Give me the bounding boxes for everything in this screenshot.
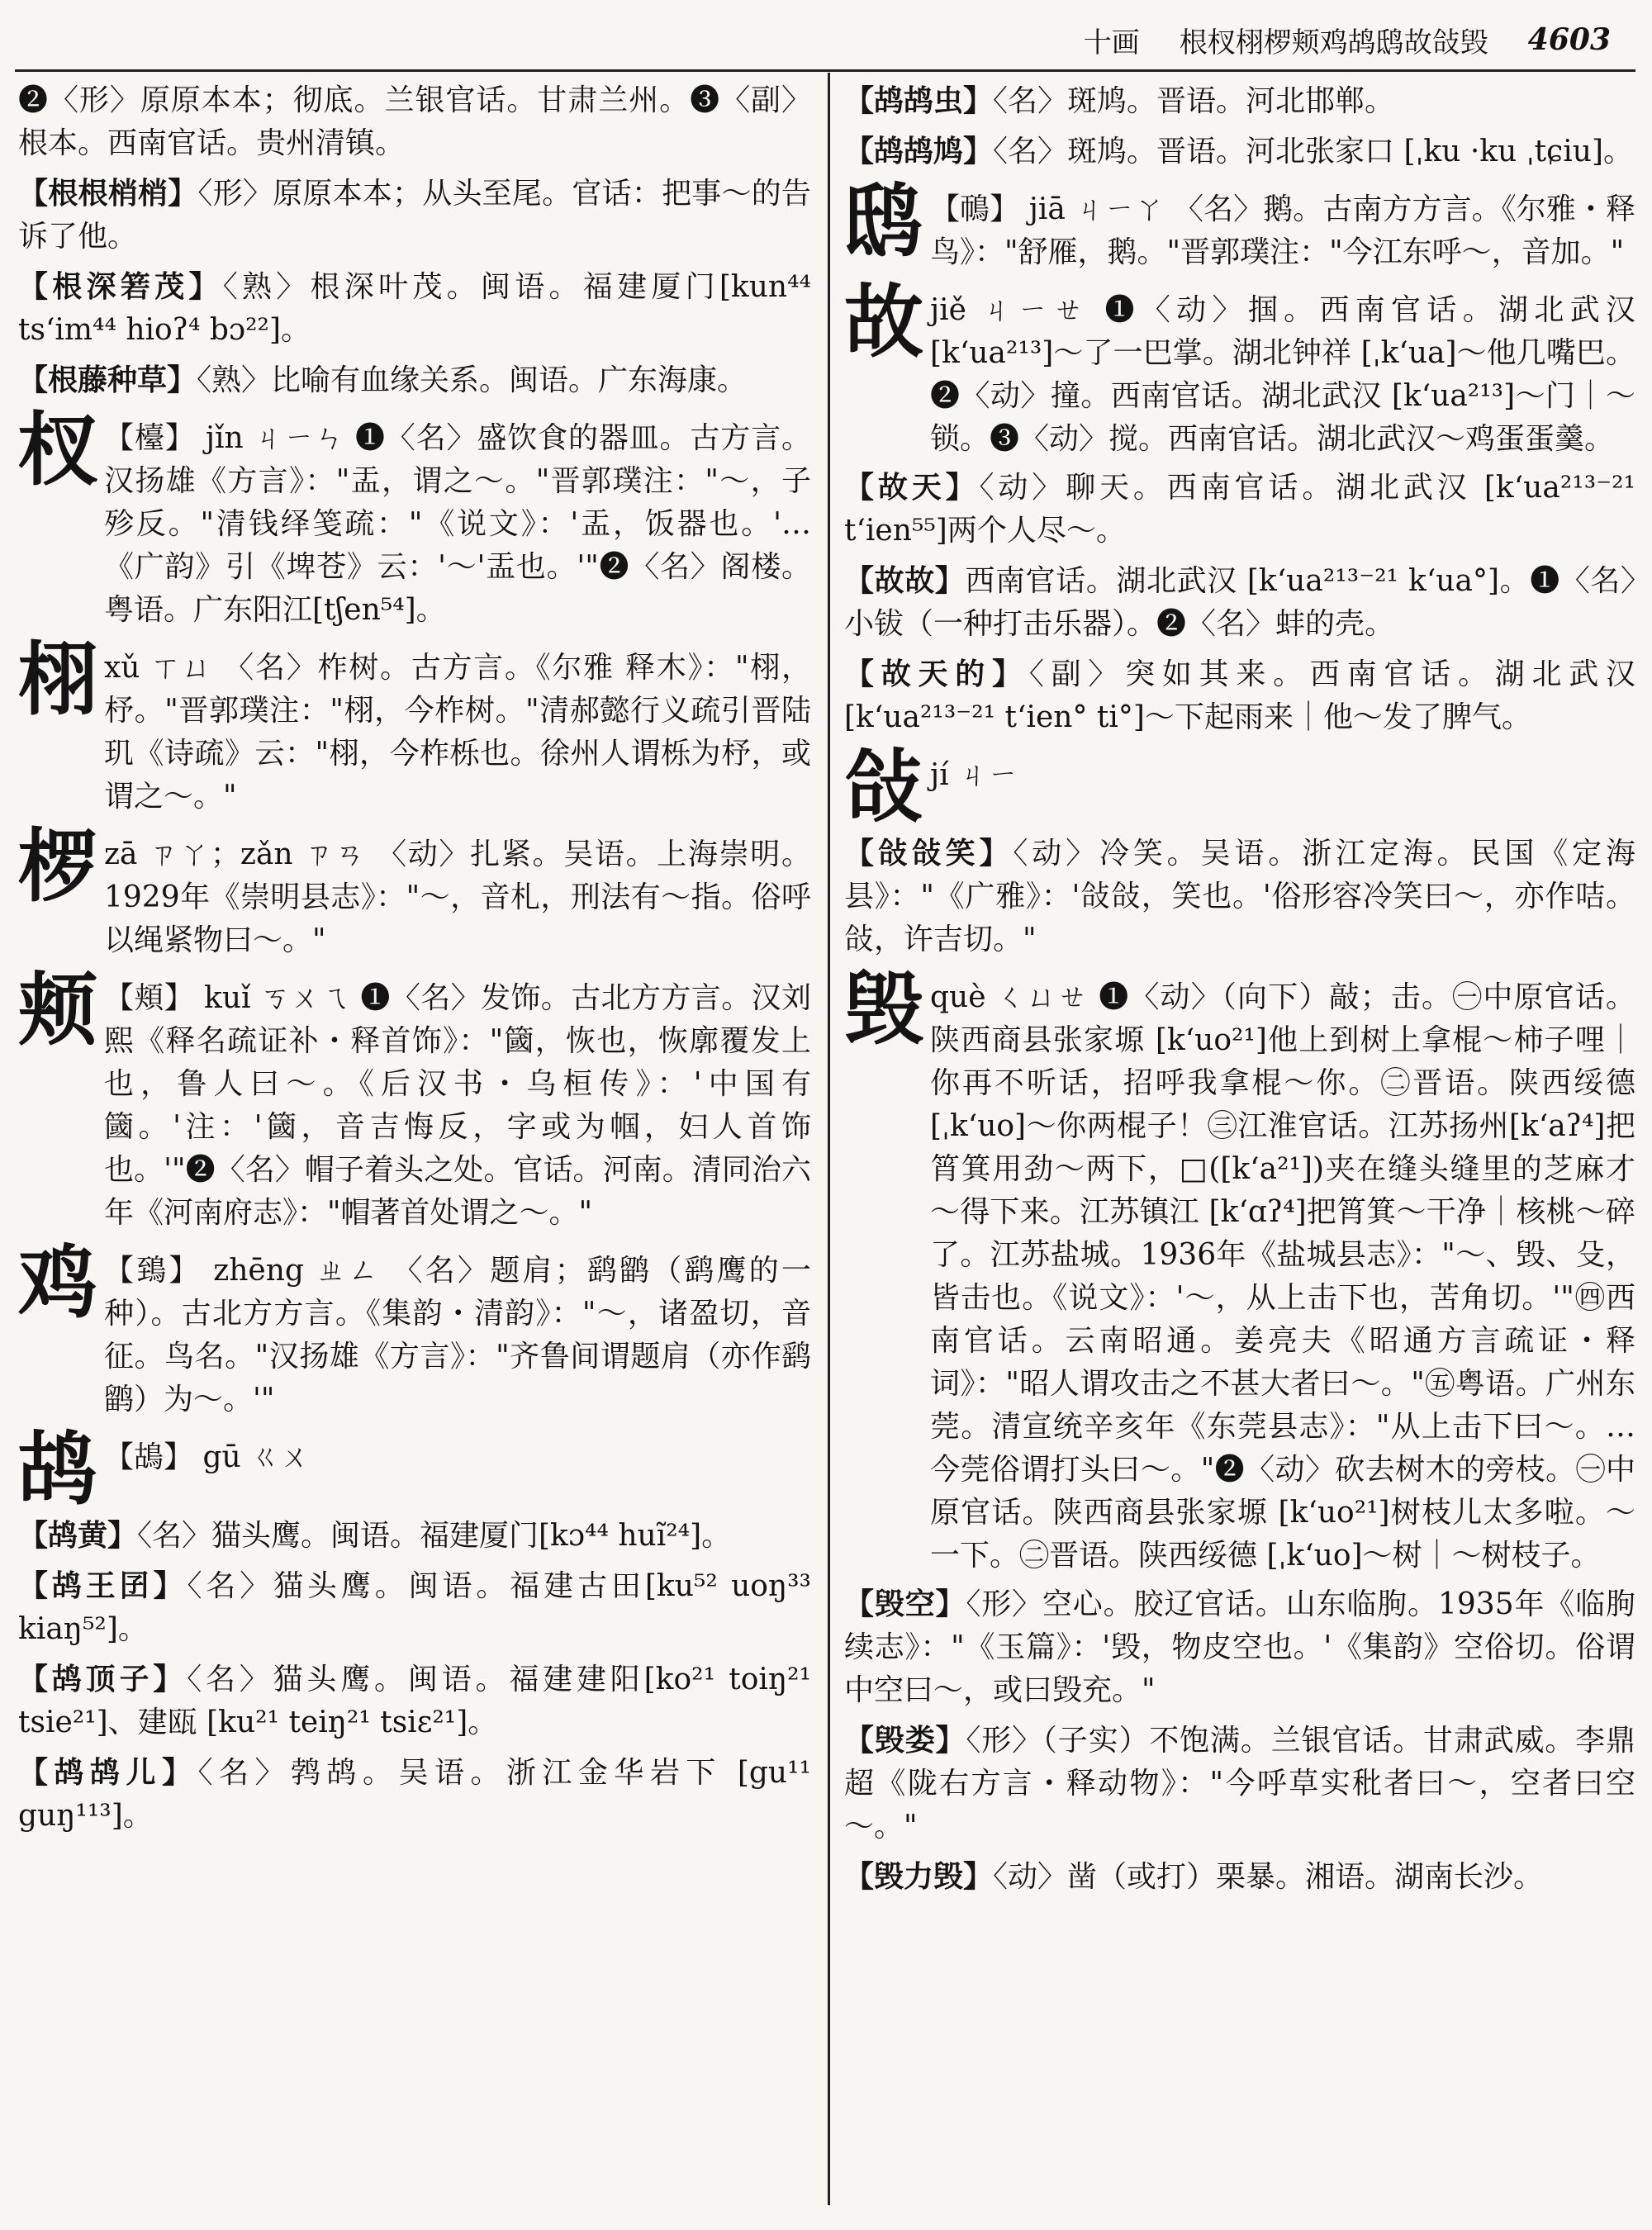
headword-char: 鸡	[18, 1236, 97, 1329]
entry-quelou: 【毁娄】〈形〉（子实）不饱满。兰银官话。甘肃武威。李鼎超《陇右方言・释动物》："今呼草实秕者曰～，空者曰空～。"	[844, 1723, 1635, 1843]
headword-definition: jí ㄐㄧ	[930, 758, 1018, 792]
headword-definition: 【鴣】 gū ㄍㄨ	[104, 1440, 311, 1474]
entry-quelique: 【毁力毁】〈动〉凿（或打）栗暴。湘语。湖南长沙。	[844, 1859, 1544, 1894]
headword-char: 颊	[18, 963, 97, 1056]
headword-definition: 【鳾】 jiā ㄐㄧㄚ 〈名〉鹅。古南方方言。《尔雅・释鸟》："舒雁，鹅。"晋郭璞注："今江东呼～，音加。"	[930, 192, 1635, 269]
entry-genteng: 【根藤种草】〈熟〉比喻有血缘关系。闽语。广东海康。	[18, 363, 748, 397]
entry-quekong: 【毁空】〈形〉空心。胶辽官话。山东临朐。1935年《临朐续志》："《玉篇》：'毁，物皮空也。'《集韵》空俗切。俗谓中空曰～，或曰毁充。"	[844, 1587, 1635, 1707]
headword-char: 故	[844, 275, 923, 368]
headword-block	[844, 174, 1635, 274]
headword-block	[18, 633, 811, 818]
headword-block	[18, 963, 811, 1235]
headword-char: 毁	[844, 962, 923, 1056]
section-label: 十画	[1083, 26, 1140, 59]
headword-definition: què ㄑㄩㄝ ❶〈动〉（向下）敲；击。㊀中原官话。陕西商县张家塬 [k‘uo²¹]他上到树上拿棍～柿子哩｜你再不听话，招呼我拿棍～你。㊁晋语。陕西绥德 [ˌk‘uo]～你两棍子！㊂江淮官话。江苏扬州[k‘aʔ⁴]把筲箕用劲～两下，□([k‘a²¹])夹在缝头缝里的芝麻才～得下来。江苏镇江 [k‘ɑʔ⁴]把筲箕～干净｜核桃～碎了。江苏盐城。1936年《盐城县志》："～、毁、殳，皆击也。《说文》：'～，从上击下也，苦角切。'"㊃西南官话。云南昭通。姜亮夫《昭通方言疏证・释词》："昭人谓攻击之不甚大者曰～。"㊄粤语。广州东莞。清宣统辛亥年《东莞县志》："从上击下曰～。…今莞俗谓打头曰～。"❷〈动〉砍去树木的旁枝。㊀中原官话。陕西商县张家塬 [k‘uo²¹]树枝儿太多啦。～一下。㊁晋语。陕西绥德 [ˌk‘uo]～树｜～树枝子。	[930, 980, 1635, 1573]
entry-guwang: 【鸪王囝】〈名〉猫头鹰。闽语。福建古田[ku⁵² uoŋ³³ kiaŋ⁵²]。	[18, 1568, 811, 1646]
entry-kuakua: 【故故】西南官话。湖北武汉 [k‘ua²¹³⁻²¹ k‘ua°]。❶〈名〉小钹（一种打击乐器）。❷〈名〉蚌的壳。	[844, 563, 1635, 641]
entry-kuatian: 【故天】〈动〉聊天。西南官话。湖北武汉 [k‘ua²¹³⁻²¹ t‘ien⁵⁵]两个人尽～。	[844, 470, 1635, 548]
headword-char: 鸪	[18, 1422, 97, 1516]
entry-gugu-jiu: 【鸪鸪鸠】〈名〉斑鸠。晋语。河北张家口 [ˌku ·ku ˌtɕiu]。	[844, 134, 1634, 168]
headword-definition: jiě ㄐㄧㄝ ❶〈动〉掴。西南官话。湖北武汉[k‘ua²¹³]～了一巴掌。湖北钟祥 [ˌk‘ua]～他几嘴巴。❷〈动〉撞。西南官话。湖北武汉 [k‘ua²¹³]～门｜～锁。❸〈动〉搅。西南官话。湖北武汉～鸡蛋蛋羹。	[930, 293, 1635, 456]
headword-definition: 【鵄】 zhēng ㄓㄥ 〈名〉题肩；鹞鹠（鹞鹰的一种）。古北方方言。《集韵・清韵》："～，诸盈切，音征。鸟名。"汉扬雄《方言》："齐鲁间谓题肩（亦作鹞鹠）为～。'"	[104, 1254, 811, 1416]
headword-char: 椤	[18, 819, 97, 913]
headword-definition: xǔ ㄒㄩ 〈名〉柞树。古方言。《尔雅 释木》："栩，杼。"晋郭璞注："栩，今柞树。"清郝懿行义疏引晋陆玑《诗疏》云："栩，今柞栎也。徐州人谓栎为杼，或谓之～。"	[104, 651, 811, 814]
header-characters: 根杈栩椤颊鸡鸪鸱故敆毁	[1179, 26, 1488, 59]
headword-definition: 【檯】 jǐn ㄐㄧㄣ ❶〈名〉盛饮食的器皿。古方言。汉扬雄《方言》："盂，谓之～。"晋郭璞注："～，子殄反。"清钱绎笺疏："《说文》：'盂，饭器也。'…《广韵》引《埤苍》云：'～'盂也。'"❷〈名〉阁楼。粤语。广东阳江[tʃen⁵⁴]。	[104, 421, 811, 627]
headword-block	[18, 403, 811, 632]
headword-block	[18, 1236, 811, 1421]
headword-char: 鸱	[844, 174, 923, 268]
entry-jijixiao: 【敆敆笑】〈动〉冷笑。吴语。浙江定海。民国《定海县》："《广雅》：'敆敆，笑也。'俗形容冷笑曰～，亦作咭。敆，许吉切。"	[844, 836, 1635, 956]
page-header	[1084, 13, 1611, 66]
headword-char: 杈	[18, 403, 97, 496]
left-column	[18, 79, 811, 1844]
entry-genxiao: 【根根梢梢】〈形〉原原本本；从头至尾。官话：把事～的告诉了他。	[18, 176, 811, 254]
headword-block	[844, 740, 1635, 833]
entry-gugu-chong: 【鸪鸪虫】〈名〉斑鸠。晋语。河北邯郸。	[844, 83, 1395, 118]
entry-kuatiande: 【故天的】〈副〉突如其来。西南官话。湖北武汉 [k‘ua²¹³⁻²¹ t‘ien° ti°]～下起雨来｜他～发了脾气。	[844, 657, 1635, 734]
headword-char: 栩	[18, 633, 97, 726]
entry-continuation: ❷〈形〉原原本本；彻底。兰银官话。甘肃兰州。❸〈副〉根本。西南官话。贵州清镇。	[18, 83, 811, 160]
entry-gugu-er: 【鸪鸪儿】〈名〉鹁鸪。吴语。浙江金华岩下 [gu¹¹ guŋ¹¹³]。	[18, 1755, 811, 1833]
headword-block	[844, 962, 1635, 1578]
right-column	[844, 79, 1635, 1905]
headword-block	[18, 1422, 811, 1516]
headword-block	[844, 275, 1635, 461]
headword-char: 敆	[844, 740, 923, 833]
headword-block	[18, 819, 811, 962]
header-rule	[15, 69, 1635, 72]
entry-guhuang: 【鸪黄】〈名〉猫头鹰。闽语。福建厦门[kɔ⁴⁴ huĩ²⁴]。	[18, 1518, 732, 1553]
headword-definition: zā ㄗㄚ；zǎn ㄗㄢ 〈动〉扎紧。吴语。上海崇明。1929年《崇明县志》："～，音札，刑法有～指。俗呼以绳紧物曰～。"	[104, 837, 811, 957]
entry-genshen: 【根深箬茂】〈熟〉根深叶茂。闽语。福建厦门[kun⁴⁴ ts‘im⁴⁴ hioʔ⁴ bɔ²²]。	[18, 269, 811, 347]
page-number: 4603	[1527, 22, 1611, 57]
headword-definition: 【頬】 kuǐ ㄎㄨㄟ ❶〈名〉发饰。古北方方言。汉刘熙《释名疏证补・释首饰》："簂，恢也，恢廓覆发上也，鲁人曰～。《后汉书・乌桓传》：'中国有簂。'注：'簂，音吉悔反，字或为帼，妇人首饰也。'"❷〈名〉帽子着头之处。官话。河南。清同治六年《河南府志》："帽著首处谓之～。"	[104, 981, 811, 1230]
column-divider	[828, 73, 830, 2205]
entry-guding: 【鸪顶子】〈名〉猫头鹰。闽语。福建建阳[ko²¹ toiŋ²¹ tsie²¹]、建瓯 [ku²¹ teiŋ²¹ tsiɛ²¹]。	[18, 1662, 811, 1739]
